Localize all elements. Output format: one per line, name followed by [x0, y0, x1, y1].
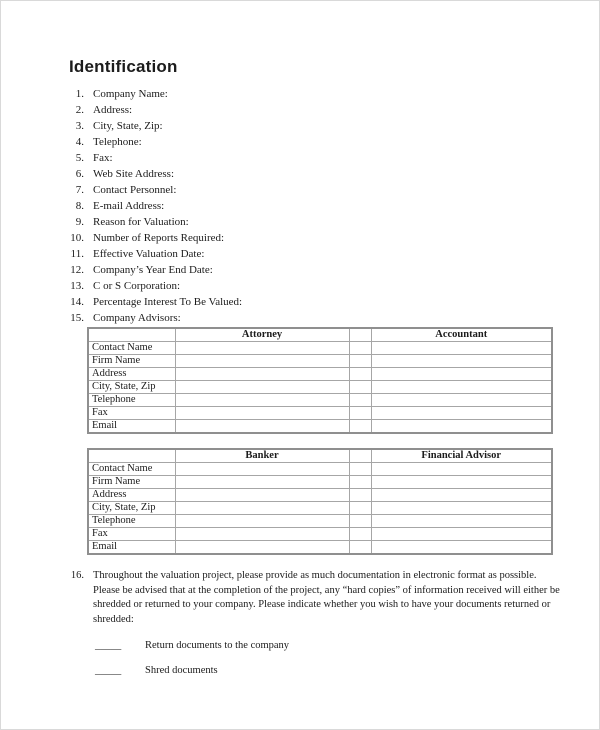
list-item [57, 151, 599, 167]
table-row [88, 515, 552, 528]
return-option [93, 639, 563, 652]
row-label: City, State, Zip [88, 381, 175, 394]
fill-cell[interactable] [371, 489, 552, 502]
advisors-table-banker-financial-advisor [87, 448, 553, 555]
fill-cell[interactable] [371, 476, 552, 489]
column-header: Accountant [371, 328, 552, 342]
fill-cell[interactable] [349, 502, 371, 515]
fill-cell[interactable] [175, 476, 349, 489]
fill-cell[interactable] [371, 381, 552, 394]
item-label: Company’s Year End Date: [93, 264, 213, 276]
column-header: Banker [175, 449, 349, 463]
fill-cell[interactable] [349, 528, 371, 541]
table-row [88, 342, 552, 355]
list-item [57, 311, 599, 327]
row-label: Telephone [88, 394, 175, 407]
item-number: 1. [75, 88, 84, 100]
column-header: Financial Advisor [371, 449, 552, 463]
fill-cell[interactable] [349, 541, 371, 555]
item-number: 15. [70, 312, 84, 324]
table-row [88, 368, 552, 381]
table-header-row [88, 328, 552, 342]
fill-cell[interactable] [175, 381, 349, 394]
item-number: 12. [70, 264, 84, 276]
list-item [57, 135, 599, 151]
fill-cell[interactable] [371, 515, 552, 528]
list-item [57, 295, 599, 311]
list-item [57, 167, 599, 183]
item-16-body [93, 569, 563, 677]
list-item [57, 247, 599, 263]
item-number: 14. [70, 296, 84, 308]
shred-option-label: Shred documents [145, 665, 218, 676]
item-16 [57, 569, 599, 677]
list-item [57, 183, 599, 199]
fill-cell[interactable] [371, 502, 552, 515]
row-label: Contact Name [88, 463, 175, 476]
column-header: Attorney [175, 328, 349, 342]
item-number: 2. [75, 104, 84, 116]
fill-cell[interactable] [175, 541, 349, 555]
row-label: Fax [88, 528, 175, 541]
item-number: 7. [75, 184, 84, 196]
fill-cell[interactable] [371, 463, 552, 476]
row-label: Contact Name [88, 342, 175, 355]
item-label: Address: [93, 104, 133, 116]
fill-cell[interactable] [349, 515, 371, 528]
item-label: E-mail Address: [93, 200, 165, 212]
item-label: Telephone: [93, 136, 142, 148]
table-row [88, 407, 552, 420]
item-number: 5. [75, 152, 84, 164]
list-item [57, 103, 599, 119]
fill-cell[interactable] [349, 342, 371, 355]
fill-cell[interactable] [371, 541, 552, 555]
row-label: Fax [88, 407, 175, 420]
fill-cell[interactable] [349, 355, 371, 368]
item-number: 16. [70, 570, 84, 581]
fill-cell[interactable] [349, 463, 371, 476]
row-label: Address [88, 489, 175, 502]
item-label: Effective Valuation Date: [93, 248, 205, 260]
fill-cell[interactable] [371, 342, 552, 355]
fill-cell[interactable] [371, 394, 552, 407]
fill-cell[interactable] [371, 420, 552, 434]
fill-cell[interactable] [349, 381, 371, 394]
list-item [57, 199, 599, 215]
fill-cell[interactable] [349, 407, 371, 420]
item-number: 9. [75, 216, 84, 228]
table-row [88, 489, 552, 502]
item-label: Company Name: [93, 88, 168, 100]
row-label: City, State, Zip [88, 502, 175, 515]
item-label: Number of Reports Required: [93, 232, 225, 244]
fill-cell[interactable] [175, 342, 349, 355]
table-row [88, 355, 552, 368]
item-label: C or S Corporation: [93, 280, 181, 292]
item-number: 8. [75, 200, 84, 212]
empty-header-cell [349, 328, 371, 342]
item-label: Fax: [93, 152, 113, 164]
fill-cell[interactable] [175, 355, 349, 368]
row-label: Email [88, 420, 175, 434]
identification-list [57, 87, 599, 327]
fill-cell[interactable] [175, 502, 349, 515]
advisors-table-attorney-accountant [87, 327, 553, 434]
item-label: Contact Personnel: [93, 184, 177, 196]
fill-cell[interactable] [349, 476, 371, 489]
list-item [57, 215, 599, 231]
fill-in-blank[interactable]: _____ [95, 665, 122, 676]
item-label: Company Advisors: [93, 312, 181, 324]
item-number: 10. [70, 232, 84, 244]
fill-cell[interactable] [371, 368, 552, 381]
fill-cell[interactable] [175, 368, 349, 381]
fill-cell[interactable] [371, 407, 552, 420]
row-label: Firm Name [88, 476, 175, 489]
fill-cell[interactable] [349, 368, 371, 381]
fill-cell[interactable] [349, 420, 371, 434]
page-title: Identification [69, 57, 178, 76]
table-row [88, 476, 552, 489]
item-label: Percentage Interest To Be Valued: [93, 296, 243, 308]
fill-cell[interactable] [175, 489, 349, 502]
return-option-label: Return documents to the company [145, 640, 290, 651]
table-row [88, 381, 552, 394]
item-number: 4. [75, 136, 84, 148]
fill-cell[interactable] [371, 528, 552, 541]
table-row [88, 463, 552, 476]
fill-cell[interactable] [175, 420, 349, 434]
item-number: 6. [75, 168, 84, 180]
empty-header-cell [349, 449, 371, 463]
list-item [57, 119, 599, 135]
shred-option [93, 664, 563, 677]
item-number: 11. [70, 248, 84, 260]
fill-cell[interactable] [175, 515, 349, 528]
list-item [57, 87, 599, 103]
list-item [57, 279, 599, 295]
fill-in-blank[interactable]: _____ [95, 640, 122, 651]
item-label: Web Site Address: [93, 168, 174, 180]
list-item [57, 231, 599, 247]
table-row [88, 541, 552, 555]
table-header-row [88, 449, 552, 463]
item-number: 3. [75, 120, 84, 132]
row-label: Telephone [88, 515, 175, 528]
item-number: 13. [70, 280, 84, 292]
item-label: City, State, Zip: [93, 120, 163, 132]
fill-cell[interactable] [175, 407, 349, 420]
fill-cell[interactable] [175, 528, 349, 541]
table-row [88, 502, 552, 515]
list-item [57, 263, 599, 279]
fill-cell[interactable] [349, 489, 371, 502]
table-row [88, 394, 552, 407]
item-label: Reason for Valuation: [93, 216, 189, 228]
fill-cell[interactable] [349, 394, 371, 407]
empty-header-cell [88, 328, 175, 342]
row-label: Address [88, 368, 175, 381]
fill-cell[interactable] [371, 355, 552, 368]
table-row [88, 528, 552, 541]
empty-header-cell [88, 449, 175, 463]
table-row [88, 420, 552, 434]
fill-cell[interactable] [175, 463, 349, 476]
row-label: Firm Name [88, 355, 175, 368]
fill-cell[interactable] [175, 394, 349, 407]
item-16-text: Throughout the valuation project, please provide as much documentation in electronic format as possible. Please be advised that at the completion of the project, any “hard copies” of information received will either be shredded or returned to your company. Please indicate whether you wish to have your documents returned or shredded: [93, 570, 560, 625]
row-label: Email [88, 541, 175, 555]
